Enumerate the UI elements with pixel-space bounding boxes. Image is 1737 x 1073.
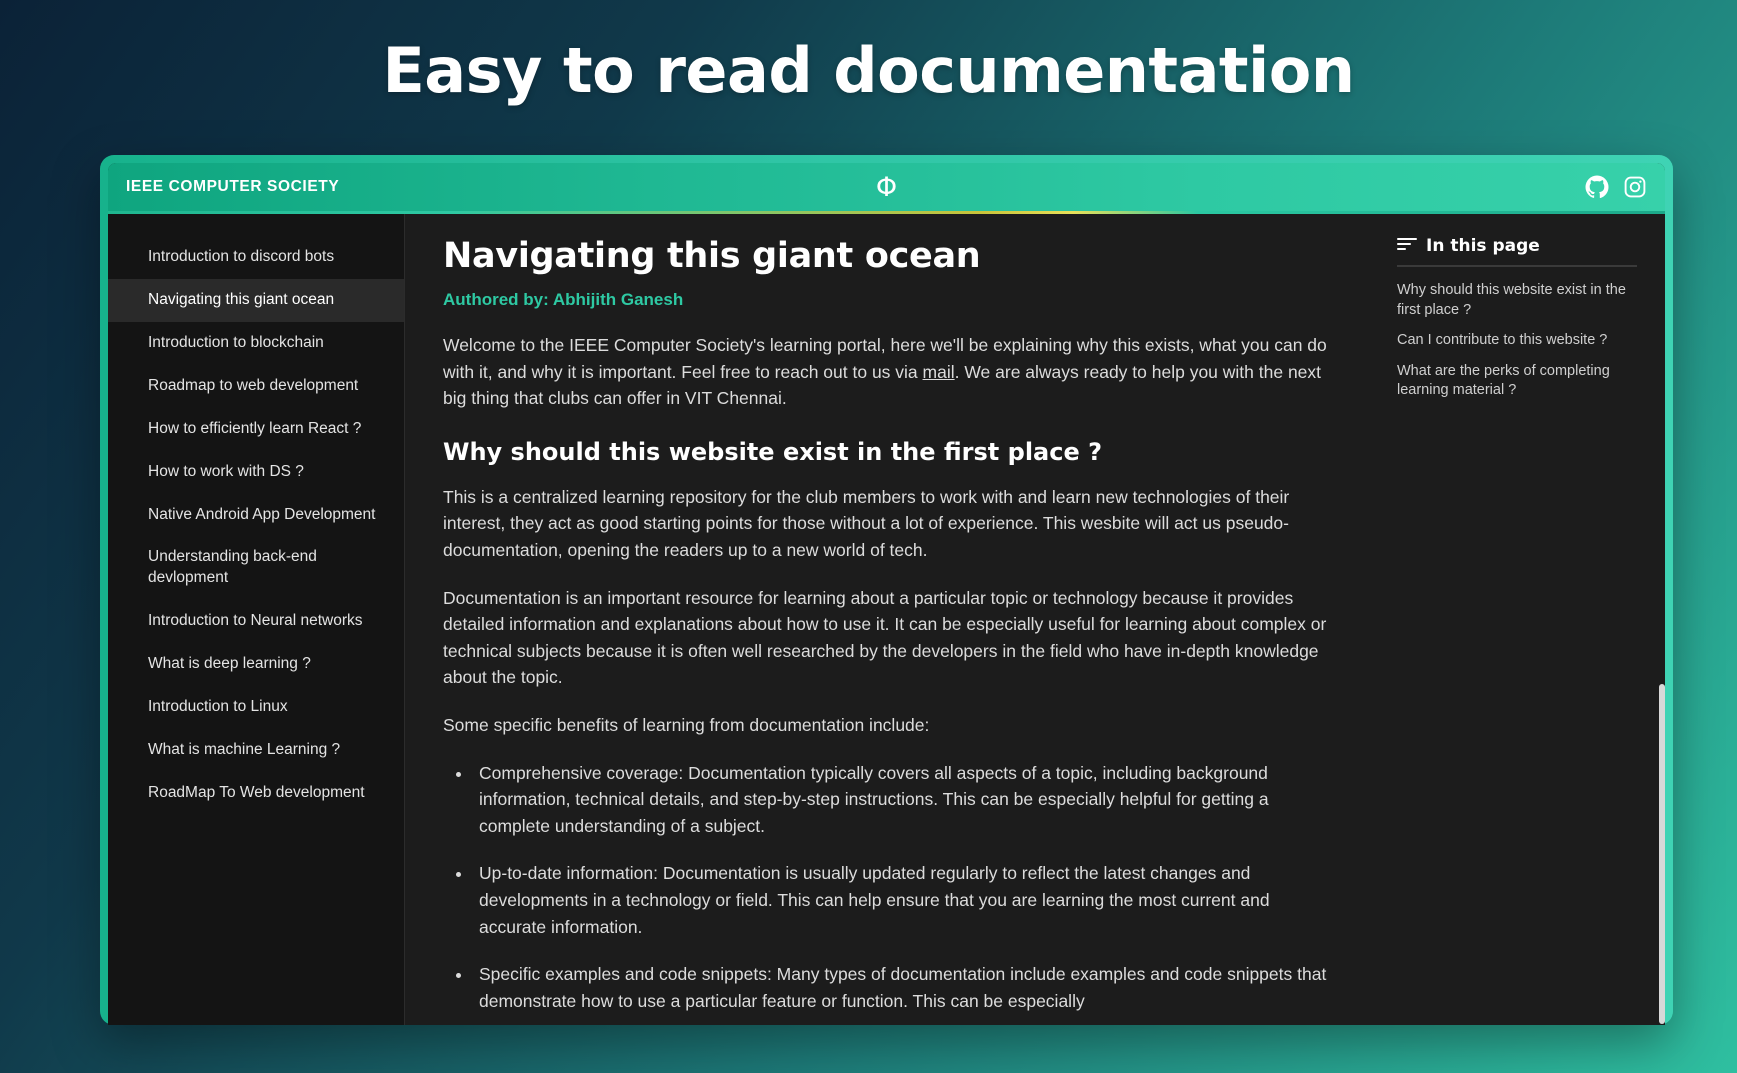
vertical-scrollbar[interactable] (1659, 214, 1665, 1025)
mail-link[interactable]: mail (922, 361, 955, 382)
article-title: Navigating this giant ocean (443, 236, 981, 276)
content-area (108, 214, 1665, 1025)
toc-item-why-should-this-website-exist[interactable]: Why should this website exist in the first place ? (1397, 282, 1626, 318)
sidebar-item-what-is-deep-learning[interactable]: What is deep learning ? (148, 655, 311, 673)
instagram-icon[interactable] (1623, 175, 1647, 199)
toc-heading: In this page (1426, 236, 1540, 256)
topbar-actions (1585, 175, 1647, 199)
sidebar-item-introduction-to-linux[interactable]: Introduction to Linux (148, 698, 288, 716)
toc-item-can-i-contribute[interactable]: Can I contribute to this website ? (1397, 332, 1608, 349)
vertical-scrollbar-thumb[interactable] (1659, 684, 1665, 1024)
app-window (108, 163, 1665, 1025)
github-icon[interactable] (1585, 175, 1609, 199)
brand-title[interactable]: IEEE COMPUTER SOCIETY (126, 178, 340, 195)
sidebar-item-introduction-to-neural-networks[interactable]: Introduction to Neural networks (148, 612, 363, 630)
top-navigation-bar (108, 163, 1665, 211)
sidebar-item-what-is-machine-learning[interactable]: What is machine Learning ? (148, 741, 341, 759)
sidebar-item-how-to-efficiently-learn-react[interactable]: How to efficiently learn React ? (148, 419, 362, 437)
intro-text-part-1: Welcome to the IEEE Computer Society's learning portal, here we'll be explaining why this exists, what you can do with it, and why it is important. Feel free to reach out to us via (443, 335, 1327, 382)
list-lines-icon (1397, 237, 1417, 256)
article-content (405, 214, 1375, 1025)
article-author: Authored by: Abhijith Ganesh (443, 290, 684, 309)
article-section-heading: Why should this website exist in the first place ? (443, 437, 1103, 466)
sidebar-item-understanding-back-end-devlopment[interactable]: Understanding back-end devlopment (148, 548, 317, 587)
sidebar-navigation (108, 214, 405, 1025)
sidebar-item-introduction-to-discord-bots[interactable]: Introduction to discord bots (148, 248, 335, 265)
sidebar-item-native-android-app-development[interactable]: Native Android App Development (148, 505, 376, 523)
society-logo-icon[interactable]: Φ (875, 171, 898, 203)
toc-item-perks-of-completing-learning-material[interactable]: What are the perks of completing learning material ? (1397, 362, 1610, 399)
list-item: • Specific examples and code snippets: Many types of documentation include examples and code snippets that demonstrate how to use a particular feature or function. This can be especially (473, 961, 1335, 1014)
article-intro-paragraph (443, 332, 1335, 412)
list-item: • Comprehensive coverage: Documentation typically covers all aspects of a topic, including background information, technical details, and step-by-step instructions. This can be especially helpful for getting a complete understanding of a subject. (473, 760, 1335, 840)
sidebar-item-how-to-work-with-ds[interactable]: How to work with DS ? (148, 462, 304, 480)
article-paragraph-1: This is a centralized learning repository for the club members to work with and learn new technologies of their interest, they act as good starting points for those without a lot of experience. This wesbite will act us pseudo-documentation, opening the readers up to a new world of tech. (443, 486, 1290, 560)
sidebar-item-navigating-this-giant-ocean[interactable]: Navigating this giant ocean (108, 279, 404, 322)
article-benefit-list (443, 760, 1335, 1015)
toc-header (1397, 236, 1637, 267)
in-this-page-panel (1375, 214, 1665, 1025)
article-paragraph-2: Documentation is an important resource for learning about a particular topic or technology because it provides detailed information and explanations about how to use it. It can be especially useful for learning about complex or technical subjects because it is often well researched by the developers in the field who have in-depth knowledge about the topic. (443, 587, 1327, 688)
article-paragraph-3: Some specific benefits of learning from documentation include: (443, 714, 930, 735)
page-title: Easy to read documentation (382, 34, 1355, 107)
sidebar-item-roadmap-to-web-development-2[interactable]: RoadMap To Web development (148, 783, 365, 801)
list-item: • Up-to-date information: Documentation is usually updated regularly to reflect the latest changes and developments in a technology or field. This can help ensure that you are learning the most current and accurate information. (473, 860, 1335, 940)
intro-text-part-2: . We are always ready to help you with the next big thing that clubs can offer in VIT Chennai. (443, 361, 1322, 409)
sidebar-item-roadmap-to-web-development[interactable]: Roadmap to web development (148, 376, 359, 394)
sidebar-item-introduction-to-blockchain[interactable]: Introduction to blockchain (148, 333, 324, 351)
app-frame (100, 155, 1673, 1025)
